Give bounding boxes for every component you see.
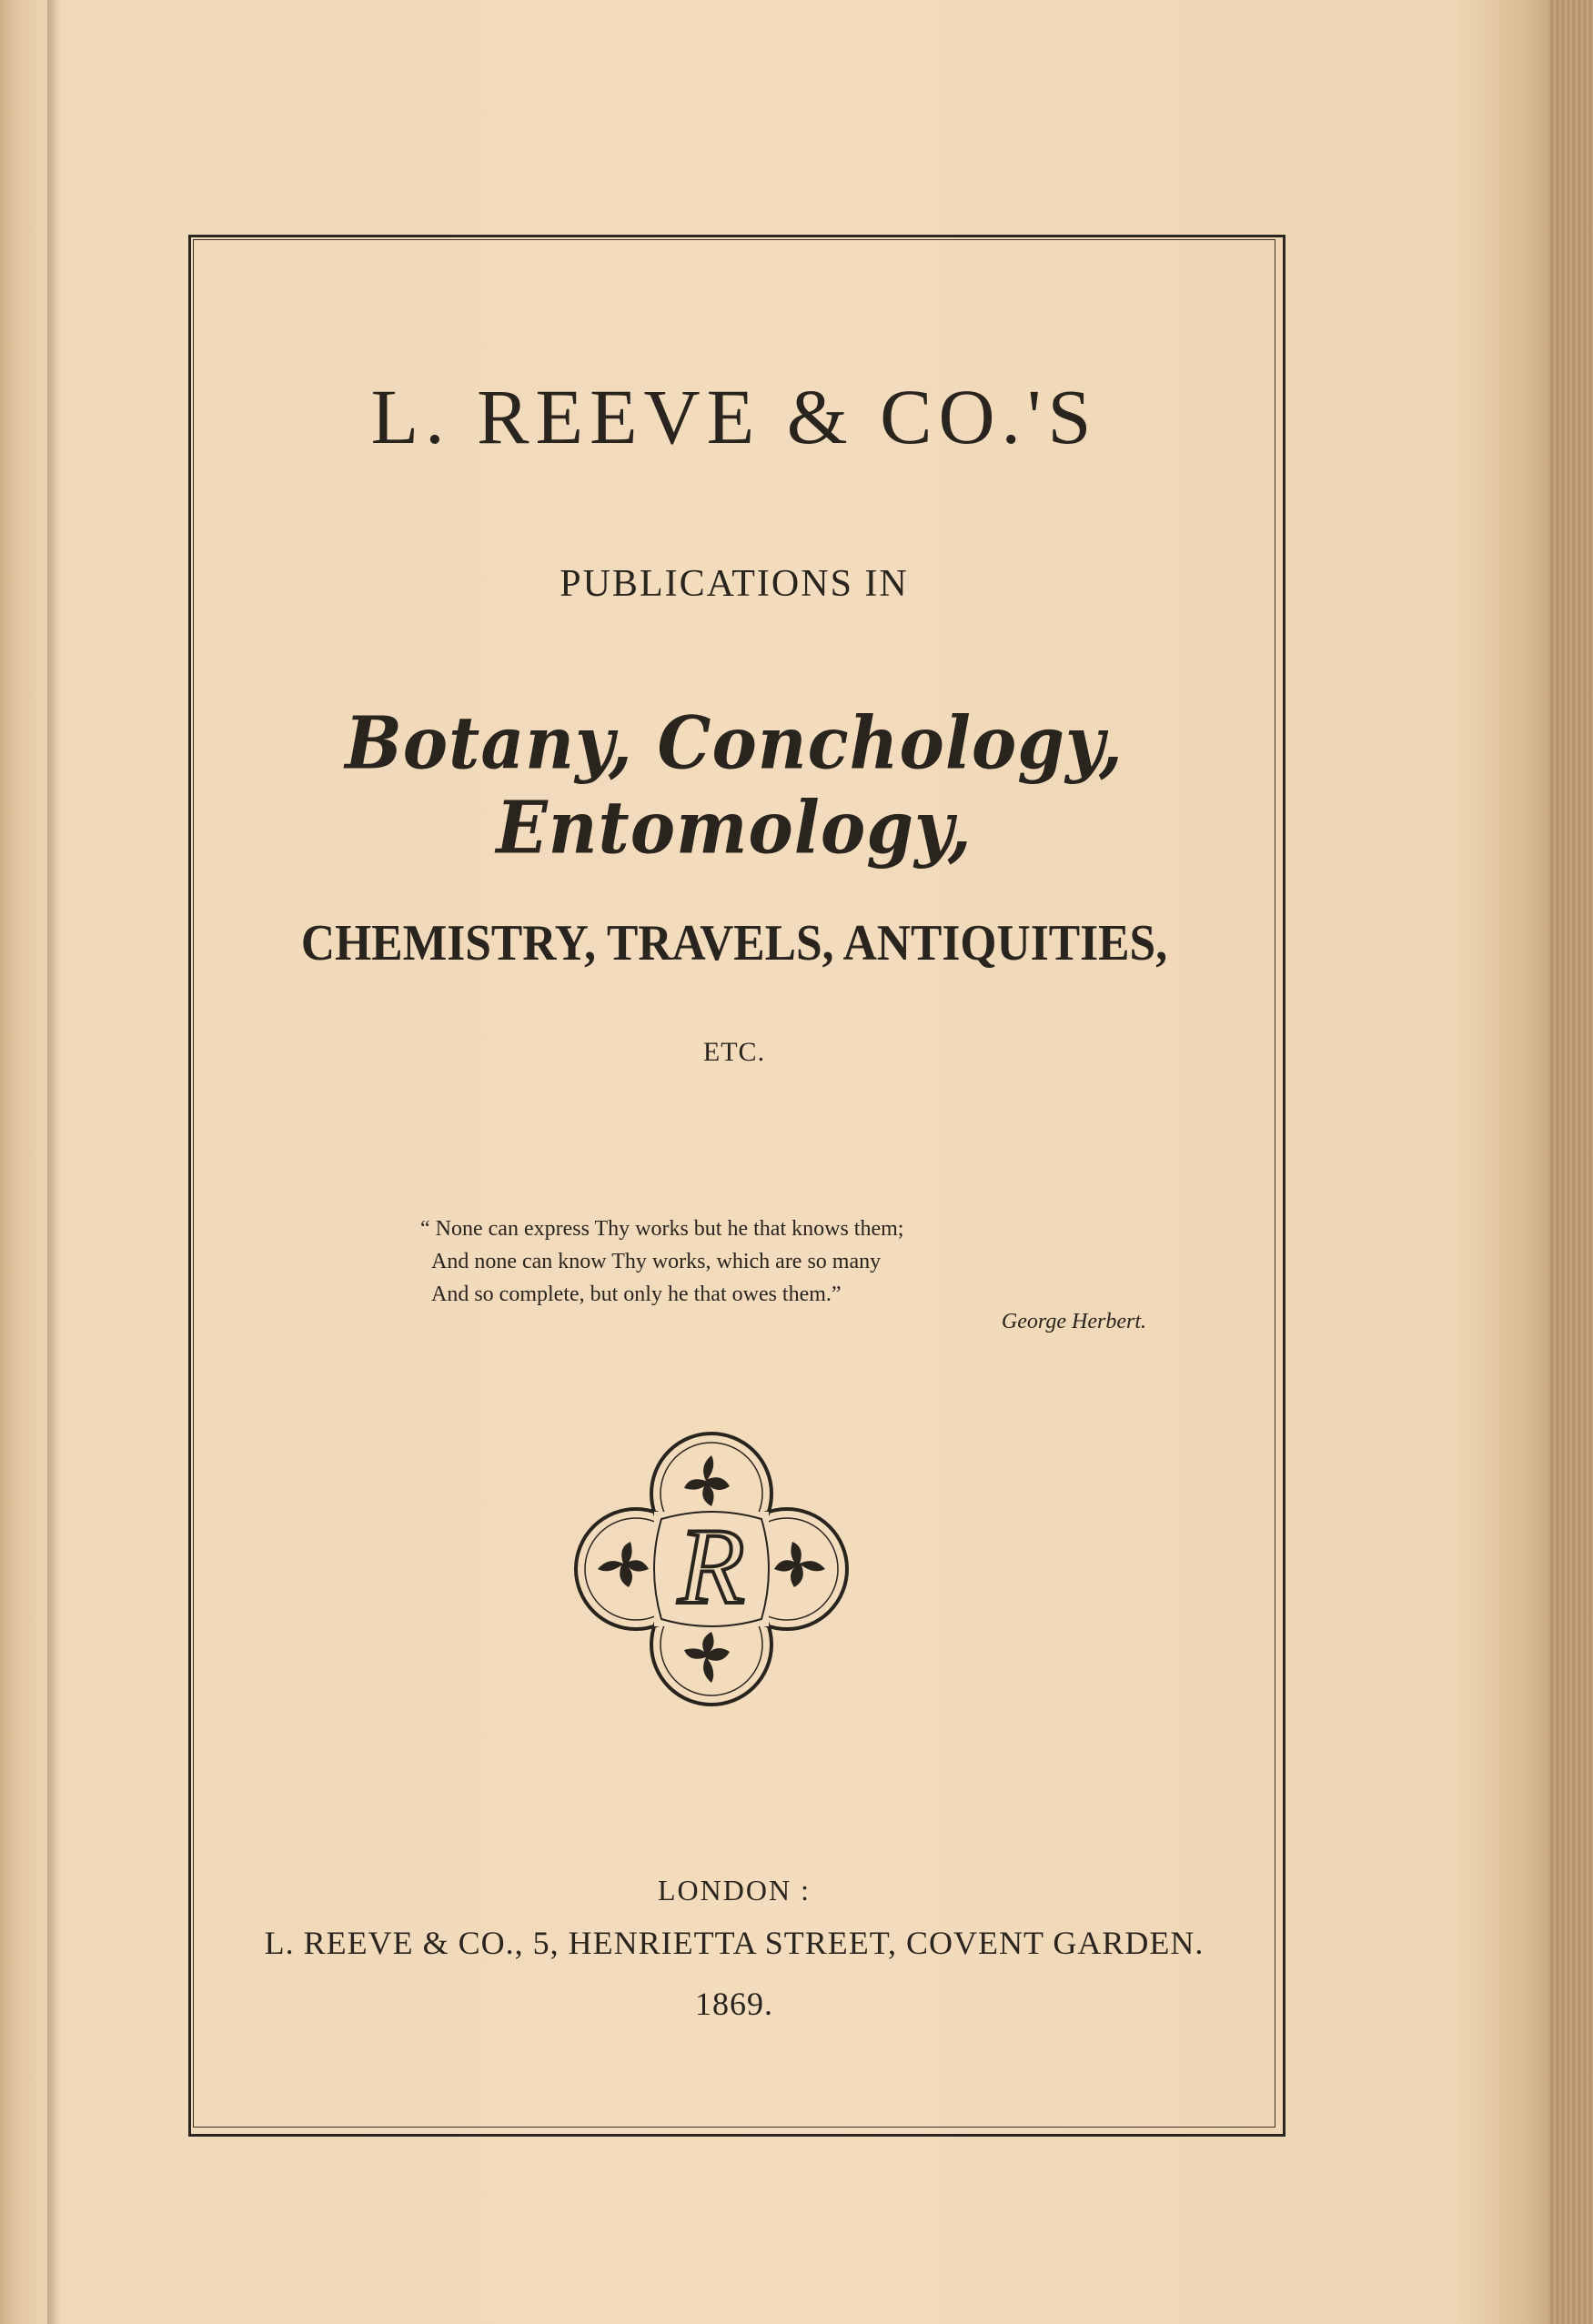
epigraph: [420, 1212, 1075, 1311]
epigraph-line-2: And none can know Thy works, which are so many: [431, 1250, 882, 1273]
imprint-year: 1869.: [695, 1986, 773, 2022]
title-frame-inner-rule: [193, 239, 1275, 2128]
publisher-title: L. REEVE & CO.'S: [370, 373, 1098, 460]
imprint-city: LONDON :: [658, 1874, 811, 1906]
page-edges: [1549, 0, 1593, 2324]
subjects-blackletter: Botany, Conchology, Entomology,: [345, 701, 1124, 870]
epigraph-line-1: “ None can express Thy works but he that knows them;: [420, 1217, 904, 1241]
epigraph-line-3: And so complete, but only he that owes them.”: [431, 1283, 842, 1306]
epigraph-attribution: George Herbert.: [1001, 1310, 1146, 1333]
etc-label: ETC.: [702, 1037, 766, 1067]
monogram-letter: R: [678, 1505, 745, 1626]
publisher-monogram-emblem: [570, 1428, 852, 1710]
imprint-address: L. REEVE & CO., 5, HENRIETTA STREET, COVENT GARDEN.: [264, 1925, 1205, 1961]
book-gutter-shadow: [47, 0, 60, 2324]
subjects-secondary: CHEMISTRY, TRAVELS, ANTIQUITIES,: [300, 915, 1168, 971]
publications-subtitle: PUBLICATIONS IN: [560, 563, 909, 605]
